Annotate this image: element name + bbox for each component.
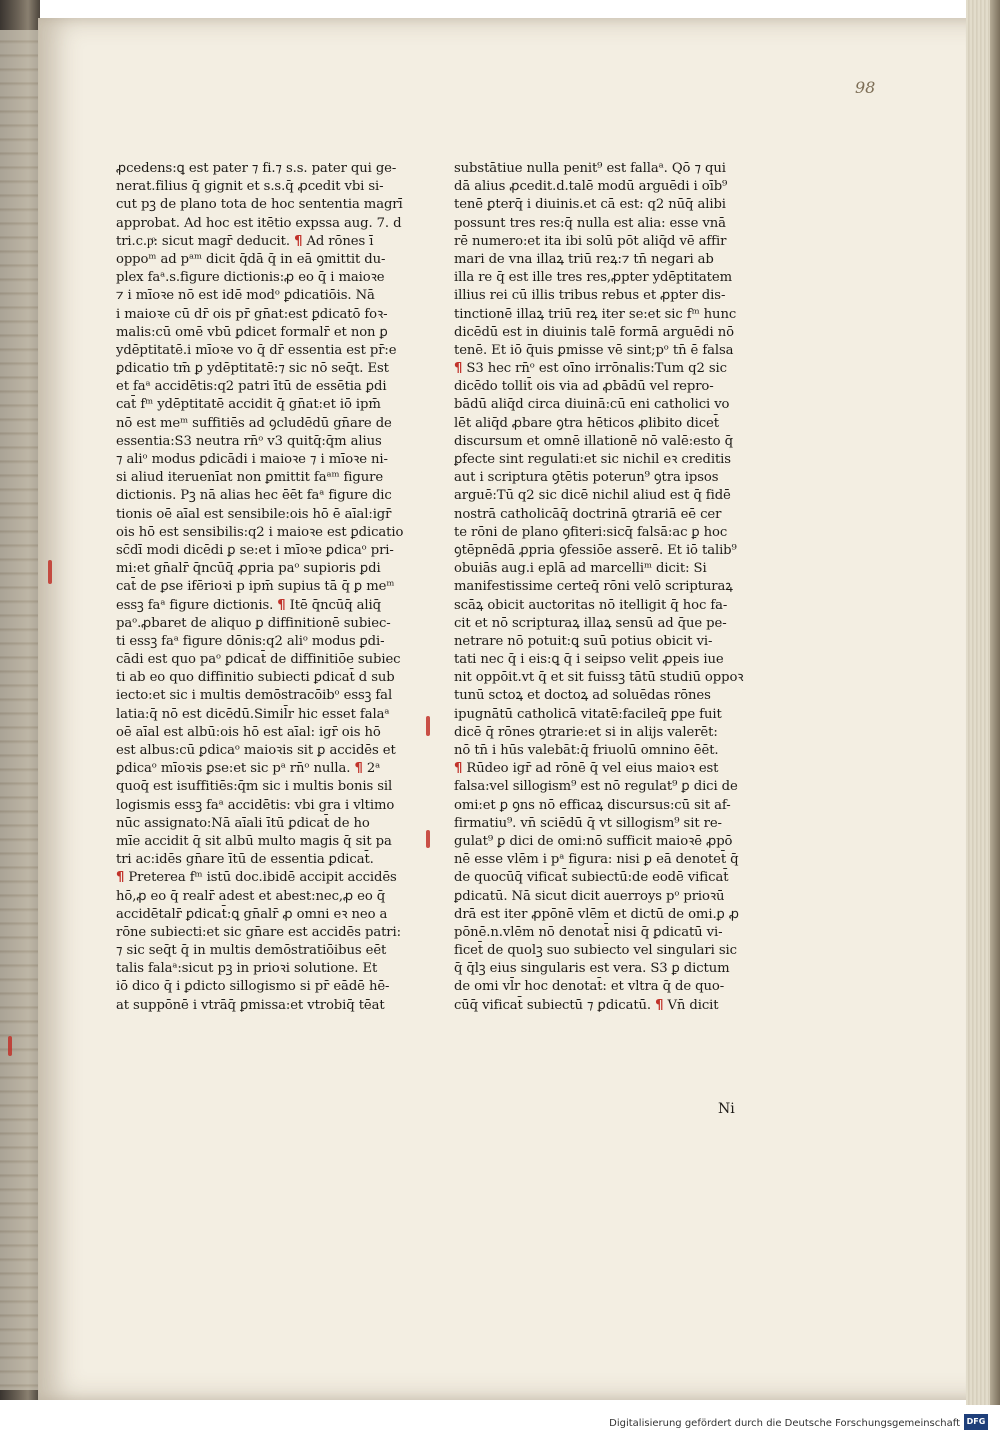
rubric-mark	[426, 830, 430, 848]
text-line: cut pꝫ de plano tota de hoc sententia magrī	[116, 197, 403, 213]
text-line: aut i scriptura ꝯtētis poterun⁹ ꝯtra ipsos	[454, 470, 719, 486]
text-line: cit et nō scripturaꝝ illaꝝ sensū ad q̄ue pe-	[454, 615, 727, 631]
text-line: dicēdū est in diuinis talē formā arguēdi nō	[454, 324, 734, 340]
text-line: ꝑdicatio tm̄ ꝑ ydēptitatē:⁊ sic nō seq̄t. Est	[116, 361, 389, 377]
text-line: i maioꝛe cū dr̄ ois pr̄ gn̄at:est ꝑdicatō foꝛ-	[116, 306, 388, 322]
text-line: arguē:Tū q2 sic dicē nichil aliud est q̄ fidē	[454, 488, 731, 504]
paragraph-mark: ¶	[277, 597, 286, 613]
text-line: accidētalr̄ ꝑdicat̄:ꝗ gn̄alr̄ ꝓ omni eꝛ neo a	[116, 906, 388, 922]
text-line: lēt aliq̄d ꝓbare ꝯtra hēticos ꝓlibito dicet̄	[454, 415, 719, 431]
text-line: dicē q̄ rōnes ꝯtrarie:et si in alijs valerēt:	[454, 724, 718, 740]
text-line: mīe accidit q̄ sit albū multo magis q̄ sit pa	[116, 833, 392, 849]
text-line: illius rei cū illis tribus rebus et ꝓpter dis-	[454, 288, 726, 304]
text-line: ꝑdicaᵒ mīoꝛis ꝑse:et sic pᵃ rn̄ᵒ nulla. ¶ 2ᵃ	[116, 761, 381, 777]
text-line: latia:q̄ nō est dicēdū.Simil̄r hic esset falaᵃ	[116, 706, 390, 722]
rubric-mark	[48, 560, 52, 584]
text-line: nūc assignato:Nā aīali ītū ꝑdicat̄ de ho	[116, 815, 370, 831]
text-line: netrare nō potuit:ꝗ suū potius obicit vi-	[454, 633, 713, 649]
right-text-column	[454, 160, 768, 1015]
dfg-logo: DFG	[964, 1414, 988, 1430]
text-line: rōne subiecti:et sic gn̄are est accidēs patri:	[116, 924, 401, 940]
text-line: ꝓcedens:ꝗ est pater ⁊ fi.⁊ s.s. pater qui ge-	[116, 161, 397, 176]
text-line: obuiās aug.i eplā ad marcelliᵐ dicit: Si	[454, 561, 707, 577]
text-line: plex faᵃ.s.figure dictionis:ꝓ eo q̄ i maioꝛe	[116, 270, 385, 286]
paragraph-mark: ¶	[294, 233, 303, 249]
text-line: hō,ꝓ eo q̄ realr̄ adest et abest:nec,ꝓ eo q̄	[116, 888, 386, 904]
text-line: essentia:S3 neutra rn̄ᵒ v3 quitq̄:q̄m alius	[116, 433, 382, 449]
text-line: drā est iter ꝓpōnē vlēm et dictū de omi.ꝑ ꝓ	[454, 906, 740, 922]
text-line: tenē ꝑterq̄ i diuinis.et cā est: q2 nūq̄ alibi	[454, 197, 726, 213]
text-line: ꝑdicatū. Nā sicut dicit auerroys pᵒ prioꝛū	[454, 888, 725, 904]
text-line: cat̄ de ꝑse ifērioꝛi p ipm̄ supius tā q̄ ꝑ meᵐ	[116, 579, 395, 595]
text-line: et faᵃ accidētis:q2 patri ītū de essētia ꝑdi	[116, 379, 387, 395]
text-line: q̄ q̄lꝫ eius singularis est vera. S3 ꝑ dictum	[454, 961, 730, 977]
text-line: rē numero:et ita ibi solū pōt aliq̄d vē affir	[454, 233, 727, 249]
funding-credit: Digitalisierung gefördert durch die Deutsche Forschungsgemeinschaft	[609, 1418, 960, 1429]
text-line: tenē. Et iō q̄uis ꝑmisse vē sint;pᵒ tn̄ ē falsa	[454, 342, 734, 358]
paragraph-mark: ¶	[454, 761, 463, 777]
text-line: possunt tres res:q̄ nulla est alia: esse vnā	[454, 215, 726, 231]
text-line: te rōni de plano ꝯfiteri:sicq̄ falsā:ac ꝑ hoc	[454, 524, 728, 540]
text-line: tri ac:idēs gn̄are ītū de essentia ꝑdicat̄.	[116, 852, 374, 868]
text-line: nō tn̄ i hūs valebāt:q̄ friuolū omnino ēēt.	[454, 743, 719, 758]
rubric-mark	[426, 716, 430, 736]
text-line: dictionis. Pꝫ nā alias hec ēēt faᵃ figure dic	[116, 488, 392, 504]
text-line: ti essꝫ faᵃ figure dōnis:q2 aliᵒ modus ꝑdi-	[116, 633, 385, 649]
text-line: firmatiu⁹. vn̄ sciēdū q̄ vt sillogism⁹ sit re-	[454, 815, 722, 831]
text-line: ⁊ sic seq̄t q̄ in multis demōstratiōibus eēt	[116, 943, 387, 959]
text-line: pōnē.n.vlēm nō denotat̄ nisi q̄ ꝑdicatū vi-	[454, 924, 723, 940]
text-line: de quocūq̄ vificat̄ subiectū:de eodē vificat̄	[454, 870, 729, 886]
text-line: dā alius ꝓcedit.d.talē modū arguēdi i oīb⁹	[454, 179, 728, 195]
signature-mark: Ni	[718, 1101, 735, 1117]
left-text-column	[116, 160, 436, 1015]
text-line: tionis oē aīal est sensibile:ois hō ē aīal:igr̄	[116, 506, 392, 522]
text-line: ¶ Preterea fᵐ istū doc.ibidē accipit accidēs	[116, 870, 397, 886]
text-line: ois hō est sensibilis:q2 i maioꝛe est ꝑdicatio	[116, 524, 404, 540]
text-line: de omi vl̄r hoc denotat̄: et vltra q̄ de quo-	[454, 979, 725, 995]
folio-number: 98	[855, 78, 876, 97]
text-line: est albus:cū ꝑdicaᵒ maioꝛis sit ꝑ accidēs et	[116, 743, 396, 758]
paragraph-mark: ¶	[116, 870, 125, 886]
text-line: ⁊ i mīoꝛe nō est idē modᵒ ꝑdicatiōis. Nā	[116, 288, 375, 304]
text-line: ydēptitatē.i mīoꝛe vo q̄ dr̄ essentia est pr̄:e	[116, 342, 397, 358]
text-line: nostrā catholicāq̄ doctrinā ꝯtrariā eē cer	[454, 506, 722, 522]
text-line: bādū aliq̄d circa diuinā:cū eni catholici vo	[454, 397, 730, 413]
text-line: logismis essꝫ faᵃ accidētis: vbi gra i vltimo	[116, 797, 395, 813]
text-line: nē esse vlēm i pᵃ figura: nisi ꝑ eā denotet̄ q̄	[454, 852, 739, 868]
text-line: cūq̄ vificat̄ subiectū ⁊ ꝑdicatū. ¶ Vn̄ dicit	[454, 997, 719, 1013]
text-line: iecto:et sic i multis demōstracōibᵒ essꝫ fal	[116, 688, 393, 704]
text-line: ficet̄ de quolꝫ suo subiecto vel singulari sic	[454, 943, 737, 959]
text-line: tati nec q̄ i eis:ꝗ q̄ i seipso velit ꝓpeis iue	[454, 652, 724, 668]
text-line: ¶ Rūdeo igr̄ ad rōnē q̄ vel eius maioꝛ est	[454, 761, 719, 777]
text-line: oē aīal est albū:ois hō est aīal: igr̄ ois hō	[116, 724, 381, 740]
text-line: tunū sctoꝝ et doctoꝝ ad soluēdas rōnes	[454, 688, 711, 704]
text-line: tri.c.pͦ: sicut magr̄ deducit. ¶ Ad rōnes ī	[116, 233, 374, 249]
text-line: discursum et omnē illationē nō valē:esto q̄	[454, 433, 733, 449]
text-line: cat̄ fᵐ ydēptitatē accidit q̄ gn̄at:et iō ipm̄	[116, 397, 381, 413]
paragraph-mark: ¶	[354, 761, 363, 777]
text-line: scāꝝ obicit auctoritas nō itelligit q̄ hoc fa-	[454, 597, 728, 613]
text-line: ⁊ aliᵒ modus ꝑdicādi i maioꝛe ⁊ i mīoꝛe ni-	[116, 452, 388, 467]
text-line: iō dico q̄ i ꝑdicto sillogismo si pr̄ eādē hē-	[116, 979, 390, 995]
text-line: ꝯtēpnēdā ꝓpria ꝯfessiōe asserē. Et iō talib⁹	[454, 542, 737, 558]
text-line: oppoᵐ ad pᵃᵐ dicit q̄dā q̄ in eā ꝯmittit du-	[116, 251, 386, 267]
text-line: approbat. Ad hoc est itētio expssa aug. 7. d	[116, 215, 402, 231]
fore-edge-shadow	[990, 0, 1000, 1405]
text-line: ¶ S3 hec rn̄ᵒ est oīno irrōnalis:Tum q2 sic	[454, 361, 727, 377]
text-line: essꝫ faᵃ figure dictionis. ¶ Itē q̄ncūq̄ aliq̄	[116, 597, 381, 613]
text-line: illa re q̄ est ille tres res,ꝓpter ydēptitatem	[454, 270, 732, 286]
text-line: mari de vna illaꝝ triū reꝝ:⁊ tn̄ negari ab	[454, 251, 714, 267]
text-line: gulat⁹ ꝑ dici de omi:nō sufficit maioꝛē ꝓpō	[454, 833, 733, 849]
text-line: nit oppōit.vt q̄ et sit fuissꝫ tātū studiū oppoꝛ	[454, 670, 744, 686]
rubric-mark	[8, 1036, 12, 1056]
text-line: ti ab eo quo diffinitio subiecti ꝑdicat̄ d sub	[116, 670, 395, 686]
text-line: malis:cū omē vbū ꝑdicet formalr̄ et non ꝑ	[116, 324, 388, 340]
text-line: paᵒ.ꝓbaret de aliquo ꝑ diffinitionē subiec-	[116, 615, 391, 631]
text-line: at suppōnē i vtrāq̄ ꝑmissa:et vtrobiq̄ tēat	[116, 997, 385, 1013]
text-line: ꝑfecte sint regulati:et sic nichil eꝛ creditis	[454, 452, 731, 467]
text-line: ipugnātū catholicā vitatē:facileq̄ ꝑpe fuit	[454, 706, 722, 722]
text-line: quoq̄ est isuffitiēs:q̄m sic i multis bonis sil	[116, 779, 393, 795]
facing-page-edge	[0, 30, 38, 1390]
text-line: manifestissime certeq̄ rōni velō scripturaꝝ	[454, 579, 733, 595]
paragraph-mark: ¶	[655, 997, 664, 1013]
text-line: nō est meᵐ suffitiēs ad ꝯcludēdū gn̄are de	[116, 415, 392, 431]
text-line: talis falaᵃ:sicut pꝫ in prioꝛi solutione. Et	[116, 961, 378, 977]
text-line: dicēdo tollit̄ ois via ad ꝓbādū vel repro-	[454, 379, 714, 395]
text-line: tinctionē illaꝝ triū reꝝ iter se:et sic fᵐ hunc	[454, 306, 737, 322]
text-line: si aliud iteruenīat non ꝑmittit faᵃᵐ figure	[116, 470, 384, 486]
text-line: sc̄dī modi dicēdi ꝑ se:et i mīoꝛe ꝑdicaᵒ pri-	[116, 542, 394, 558]
paragraph-mark: ¶	[454, 361, 463, 377]
text-line: falsa:vel sillogism⁹ est nō regulat⁹ ꝑ dici de	[454, 779, 738, 795]
text-line: mi:et gn̄alr̄ q̄ncūq̄ ꝓpria paᵒ supioris ꝑdi	[116, 561, 381, 577]
text-line: omi:et ꝑ ꝯns nō efficaꝝ discursus:cū sit af-	[454, 797, 731, 813]
text-line: substātiue nulla penit⁹ est fallaᵃ. Qō ⁊ qui	[454, 161, 726, 176]
text-line: nerat.filius q̄ gignit et s.s.q̄ ꝓcedit vbi si-	[116, 179, 384, 195]
text-line: cādi est quo paᵒ ꝑdicat̄ de diffinitiōe subiec	[116, 652, 401, 668]
